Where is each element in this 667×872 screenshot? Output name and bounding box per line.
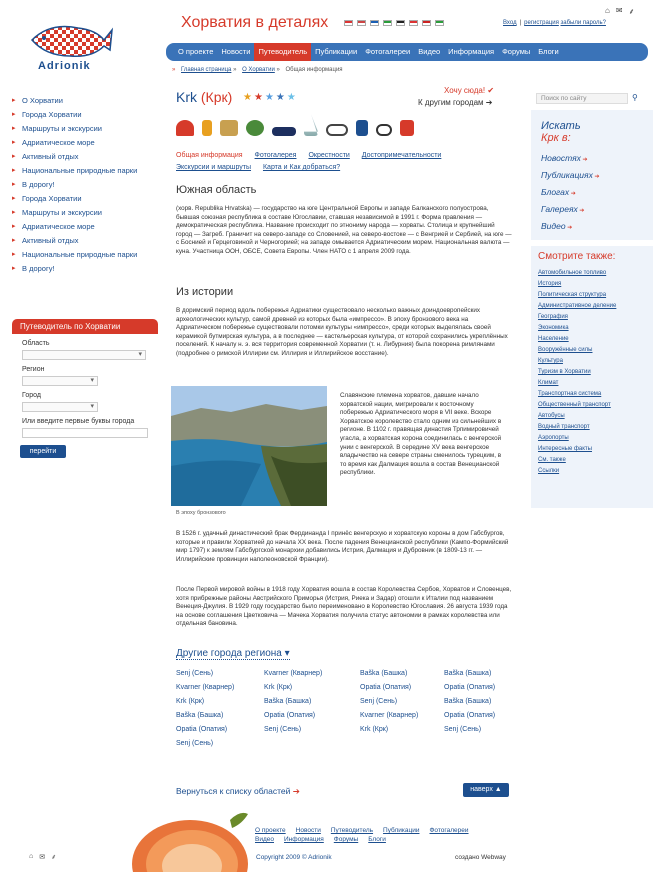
- nav-item[interactable]: Фотогалереи: [365, 47, 411, 56]
- left-menu-item[interactable]: ▸ Города Хорватии: [12, 194, 152, 204]
- to-top-label: наверх: [470, 786, 493, 793]
- language-flag-icon[interactable]: [370, 20, 379, 26]
- arrow-right-icon: ➔: [569, 191, 576, 197]
- want-here-label: Хочу сюда!: [444, 86, 486, 95]
- nav-item[interactable]: Форумы: [502, 47, 531, 56]
- find-item-label: Новостях: [541, 153, 581, 163]
- letters-label: Или введите первые буквы города: [22, 418, 135, 425]
- left-menu-item[interactable]: ▸ Активный отдых: [12, 236, 152, 246]
- footer-utility-icons: [29, 853, 56, 862]
- tabs-row-1: [176, 150, 506, 162]
- sitemap-icon[interactable]: ⸙: [628, 7, 635, 16]
- city-link[interactable]: Krk (Крк): [264, 684, 293, 691]
- region-select[interactable]: [22, 350, 146, 360]
- city-select[interactable]: [22, 402, 98, 412]
- see-also-item[interactable]: Население: [538, 336, 569, 342]
- find-item-link[interactable]: [541, 187, 576, 197]
- city-link[interactable]: Baška (Башка): [176, 712, 224, 719]
- find-item-label: Блогах: [541, 187, 570, 197]
- bay-photo[interactable]: [171, 386, 327, 506]
- find-item-label: Галереях: [541, 204, 578, 214]
- made-by: создано Webway: [455, 854, 506, 861]
- find-item-link[interactable]: [541, 170, 600, 180]
- city-link[interactable]: Senj (Сень): [176, 740, 214, 747]
- region-cities-heading[interactable]: [176, 648, 290, 660]
- find-item-label: Видео: [541, 221, 566, 231]
- site-title: Хорватия в деталях: [181, 14, 329, 31]
- museum-icon[interactable]: [220, 120, 238, 136]
- history-paragraph: В доримский период вдоль побережья Адриатики существовало несколько важных доиндоевропейских археологических культур, самой древней из которых была «импрессо». В эпоху бронзового века на Адриатическом побережье существовали потомки культуры «импрессо», среди которых выделялась своей керамикой бутмирская культура, а в последнее — кастельерская культура, от которой сохранились укреплённых поселений. К началу н. э. вся территория современной Хорватии (т. н. Либурния) была покорена римлянами (подробнее о римской Иллирии см. Иллирия и Иллирийское восстание).: [176, 307, 508, 357]
- city-link[interactable]: Senj (Сень): [176, 670, 214, 677]
- region-label: Область: [22, 340, 50, 347]
- nav-item[interactable]: Блоги: [538, 47, 559, 56]
- see-also-item[interactable]: Культура: [538, 358, 563, 364]
- area-label: Регион: [22, 366, 45, 373]
- mail-icon[interactable]: ✉: [39, 854, 46, 861]
- footer-link[interactable]: Фотогалереи: [429, 827, 469, 834]
- arrow-right-icon: ➔: [292, 786, 300, 796]
- slavic-paragraph: Славянские племена хорватов, давшие начало хорватской нации, мигрировали к восточному побережью Адриатического моря в VII веке. Вскоре Хорватское королевство стало одним из сильнейших в регионе. В 1102 г. правящая династия Трпимировичей угасла, а хорватская корона соединилась с венгерской унии с венгерской. В середине XV века венгерское владычество на севере страны сменилось турецким, в то время как Далмация вошла в состав Венецианской республики.: [340, 392, 502, 477]
- tree-icon[interactable]: [246, 120, 264, 136]
- south-heading: Южная область: [176, 184, 257, 196]
- left-menu-item[interactable]: ▸ В дорогу!: [12, 180, 152, 190]
- left-menu-item[interactable]: ▸ Города Хорватии: [12, 110, 152, 120]
- arrow-right-icon: ➔: [580, 157, 588, 163]
- see-also-item[interactable]: Экономика: [538, 325, 569, 331]
- breadcrumb-current: Общая информация: [285, 67, 343, 73]
- city-link[interactable]: Senj (Сень): [444, 726, 482, 733]
- find-title: [541, 120, 581, 144]
- ww1-paragraph: После Первой мировой войны в 1918 году Хорватия вошла в состав Королевства Сербов, Хорватов и Словенцев, хотя прибрежные районы Австрийского Приморья (Истрия, Риека и Задар) отошли к Италии под названием Венеция-Джулия. В 1929 году государство было переименовано в Королевство Югославия. 26 августа 1939 года на основе соглашения Цветковича — Мачека Хорватия получила статус автономии в рамках королевства или отдельная бановина.: [176, 586, 512, 628]
- arrow-right-icon: ➔: [485, 98, 493, 107]
- sitemap-icon[interactable]: ⸙: [51, 854, 57, 861]
- auth-divider: |: [519, 20, 522, 26]
- main-nav: [166, 43, 648, 61]
- area-select[interactable]: [22, 376, 98, 386]
- footer-link[interactable]: Путеводитель: [330, 827, 374, 834]
- left-menu-item[interactable]: ▸ Национальные природные парки: [12, 166, 152, 176]
- find-title-2: Крк в:: [541, 132, 571, 144]
- left-menu-item[interactable]: ▸ Активный отдых: [12, 152, 152, 162]
- footer-link[interactable]: Информация: [284, 836, 324, 843]
- nav-item[interactable]: О проекте: [178, 47, 214, 56]
- tab-photogallery[interactable]: Фотогалерея: [254, 152, 297, 159]
- language-flag-icon[interactable]: [344, 20, 353, 26]
- go-button[interactable]: перейти: [20, 445, 66, 458]
- chevron-down-icon: ▾: [284, 648, 290, 659]
- content-tabs: [176, 150, 506, 174]
- find-item-link[interactable]: [541, 204, 584, 214]
- language-flag-icon[interactable]: [357, 20, 366, 26]
- city-link[interactable]: Krk (Крк): [360, 726, 389, 733]
- star-icon: ★: [286, 92, 296, 103]
- check-icon: ✔: [487, 86, 495, 95]
- breadcrumb-sep: »: [233, 67, 237, 73]
- see-also-item[interactable]: Водный транспорт: [538, 424, 590, 430]
- see-also-list: [538, 270, 616, 479]
- breadcrumb: [172, 67, 347, 73]
- see-also-item[interactable]: Туризм в Хорватии: [538, 369, 591, 375]
- tab-surroundings[interactable]: Окрестности: [308, 152, 350, 159]
- nav-item[interactable]: Новости: [221, 47, 251, 56]
- search-icon[interactable]: ⚲: [632, 93, 638, 102]
- copyright: Copyright 2009 © Adrionik: [256, 854, 332, 861]
- fig-decoration-icon: [120, 810, 250, 872]
- star-icon: ★: [264, 92, 274, 103]
- register-link[interactable]: регистрация: [524, 20, 559, 26]
- activity-icons: [176, 114, 414, 136]
- city-link[interactable]: Baška (Башка): [264, 698, 312, 705]
- south-paragraph: (хорв. Republika Hrvatska) — государство на юге Центральной Европы и западе Балканского полуострова, бывшая союзная республика в составе Югославии, ставшая независимой в 1991 г. Форма правления — демократическая республика. Название происходит по этнониму народа — хорваты. Столица и крупнейший город — Загреб. Граничит на северо-западе со Словенией, на северо-востоке — с Венгрией и Сербией, на юге — с Боснией и Герцеговиной и Черногорией; на западе омывается Адриатическим морем. Национальная валюта — куна. Участница ООН, ОБСЕ, Совета Европы. Член НАТО с 1 апреля 2009 года.: [176, 205, 512, 255]
- footer-link[interactable]: Видео: [255, 836, 274, 843]
- photo-caption: В эпоху бронзового: [176, 510, 226, 516]
- flippers-icon[interactable]: [356, 120, 368, 136]
- find-title-1: Искать: [541, 120, 581, 132]
- nav-item[interactable]: Путеводитель: [254, 43, 311, 61]
- see-also-item[interactable]: Автобусы: [538, 413, 565, 419]
- arrow-right-icon: ➔: [592, 174, 600, 180]
- car-icon[interactable]: [272, 127, 296, 136]
- city-label: Город: [22, 392, 41, 399]
- want-here-link[interactable]: [444, 86, 494, 95]
- habsburg-paragraph: В 1526 г. удачный династический брак Фердинанда I принёс венгерскую и хорватскую короны в дом Габсбургов, которые и правили Хорватией до начала XX века. После падения Венецианской республики (Кампо-Формийский мир 1797) к землям Габсбургской монархии добавились Истрия, Далмация и Дубровник (в 1809-13 гг. — Иллирийские провинции наполеоновской Франции).: [176, 530, 509, 563]
- language-flags: [344, 20, 444, 26]
- title-ru: (Крк): [200, 89, 233, 105]
- footer-link[interactable]: Новости: [295, 827, 321, 834]
- see-also-item[interactable]: Автомобильное топливо: [538, 270, 607, 276]
- footer-row: [255, 826, 515, 835]
- nav-item[interactable]: Видео: [418, 47, 441, 56]
- top-utility-icons: [605, 6, 635, 17]
- footer-row: [255, 835, 515, 844]
- history-heading: Из истории: [176, 286, 234, 298]
- star-icon: ★: [243, 92, 252, 103]
- left-menu-item[interactable]: ▸ Адриатическое море: [12, 222, 152, 232]
- language-flag-icon[interactable]: [435, 20, 444, 26]
- city-link[interactable]: Senj (Сень): [360, 698, 398, 705]
- find-item-label: Публикациях: [541, 170, 593, 180]
- see-also-item[interactable]: Общественный транспорт: [538, 402, 611, 408]
- left-menu-item[interactable]: ▸ Национальные природные парки: [12, 250, 152, 260]
- forgot-password-link[interactable]: забыли пароль?: [560, 20, 606, 26]
- left-menu-item[interactable]: ▸ Маршруты и экскурсии: [12, 124, 152, 134]
- left-menu-item[interactable]: ▸ Маршруты и экскурсии: [12, 208, 152, 218]
- tab-general[interactable]: Общая информация: [176, 152, 243, 159]
- city-link[interactable]: Opatia (Опатия): [264, 712, 316, 719]
- search-input[interactable]: Поиск по сайту: [536, 93, 628, 104]
- tab-excursions[interactable]: Экскурсии и маршруты: [176, 164, 252, 171]
- find-item-link[interactable]: [541, 221, 572, 231]
- city-link[interactable]: Opatia (Опатия): [444, 684, 496, 691]
- city-link[interactable]: Krk (Крк): [176, 698, 205, 705]
- city-link[interactable]: Kvarner (Кварнер): [360, 712, 419, 719]
- mail-icon[interactable]: ✉: [615, 6, 623, 15]
- see-also-item[interactable]: Вооружённые силы: [538, 347, 593, 353]
- city-link[interactable]: Baška (Башка): [444, 698, 492, 705]
- beach-umbrella-icon[interactable]: [176, 120, 194, 136]
- city-link[interactable]: Opatia (Опатия): [176, 726, 228, 733]
- find-item-link[interactable]: [541, 153, 588, 163]
- city-link[interactable]: Opatia (Опатия): [444, 712, 496, 719]
- bicycle-icon[interactable]: [326, 124, 348, 136]
- logo-text: Adrionik: [38, 60, 91, 72]
- city-link[interactable]: Kvarner (Кварнер): [264, 670, 323, 677]
- language-flag-icon[interactable]: [396, 20, 405, 26]
- diving-mask-icon[interactable]: [376, 124, 392, 136]
- see-also-item[interactable]: Климат: [538, 380, 559, 386]
- nav-item[interactable]: Публикации: [315, 47, 358, 56]
- star-icon: ★: [253, 92, 263, 103]
- login-link[interactable]: Вход: [503, 20, 517, 26]
- city-link[interactable]: Baška (Башка): [444, 670, 492, 677]
- arrow-right-icon: ➔: [577, 208, 585, 214]
- home-icon[interactable]: ⌂: [605, 6, 610, 15]
- back-label: Вернуться к списку областей: [176, 786, 291, 796]
- city-link[interactable]: Opatia (Опатия): [360, 684, 412, 691]
- breadcrumb-arrow-icon: »: [172, 67, 176, 73]
- rating-stars[interactable]: [243, 92, 296, 103]
- region-cities-label: Другие города региона: [176, 648, 282, 659]
- tab-sights[interactable]: Достопримечательности: [361, 152, 442, 159]
- see-also-item[interactable]: Политическая структура: [538, 292, 607, 298]
- wine-glass-icon[interactable]: [202, 120, 212, 136]
- see-also-item[interactable]: Аэропорты: [538, 435, 569, 441]
- see-also-item[interactable]: См. также: [538, 457, 566, 463]
- auth-links: [503, 20, 606, 26]
- language-flag-icon[interactable]: [409, 20, 418, 26]
- city-link[interactable]: Kvarner (Кварнер): [176, 684, 235, 691]
- see-also-item[interactable]: Административное деление: [538, 303, 617, 309]
- guide-title: Путеводитель по Хорватии: [12, 319, 158, 334]
- see-also-item[interactable]: Ссылки: [538, 468, 560, 474]
- city-link[interactable]: Baška (Башка): [360, 670, 408, 677]
- nav-item[interactable]: Информация: [448, 47, 495, 56]
- left-menu-item[interactable]: ▸ О Хорватии: [12, 96, 152, 106]
- language-flag-icon[interactable]: [422, 20, 431, 26]
- see-also-item[interactable]: История: [538, 281, 562, 287]
- arrow-right-icon: ➔: [565, 225, 573, 231]
- left-menu-item[interactable]: ▸ Адриатическое море: [12, 138, 152, 148]
- left-menu-item[interactable]: ▸ В дорогу!: [12, 264, 152, 274]
- footer-link[interactable]: Блоги: [368, 836, 386, 843]
- see-also-item[interactable]: Интересные факты: [538, 446, 592, 452]
- title-latin: Krk: [176, 89, 197, 105]
- other-cities-link[interactable]: [418, 98, 493, 107]
- sailboat-icon[interactable]: [304, 114, 318, 136]
- tab-map[interactable]: Карта и Как добраться?: [262, 164, 341, 171]
- city-link[interactable]: Senj (Сень): [264, 726, 302, 733]
- tabs-row-2: [176, 162, 506, 174]
- star-icon: ★: [275, 92, 285, 103]
- page-title: [176, 89, 232, 105]
- left-menu: [12, 96, 152, 278]
- see-also-item[interactable]: Транспортная система: [538, 391, 602, 397]
- city-letters-input[interactable]: [22, 428, 148, 438]
- shopping-bag-icon[interactable]: [400, 120, 414, 136]
- language-flag-icon[interactable]: [383, 20, 392, 26]
- footer-link[interactable]: Публикации: [383, 827, 420, 834]
- footer-links: [255, 826, 515, 844]
- footer-link[interactable]: Форумы: [333, 836, 359, 843]
- region-cities-list: [176, 670, 512, 747]
- see-also-title: Смотрите также:: [538, 251, 616, 262]
- breadcrumb-sep: »: [276, 67, 280, 73]
- footer-link[interactable]: О проекте: [255, 827, 286, 834]
- see-also-item[interactable]: География: [538, 314, 568, 320]
- back-to-regions-link[interactable]: [176, 786, 300, 797]
- guide-box: [12, 319, 158, 438]
- other-cities-label: К другим городам: [418, 98, 484, 107]
- home-icon[interactable]: ⌂: [29, 853, 34, 860]
- to-top-button[interactable]: наверх ▲: [463, 783, 509, 797]
- breadcrumb-home[interactable]: Главная страница: [181, 67, 232, 73]
- breadcrumb-croatia[interactable]: О Хорватии: [242, 67, 275, 73]
